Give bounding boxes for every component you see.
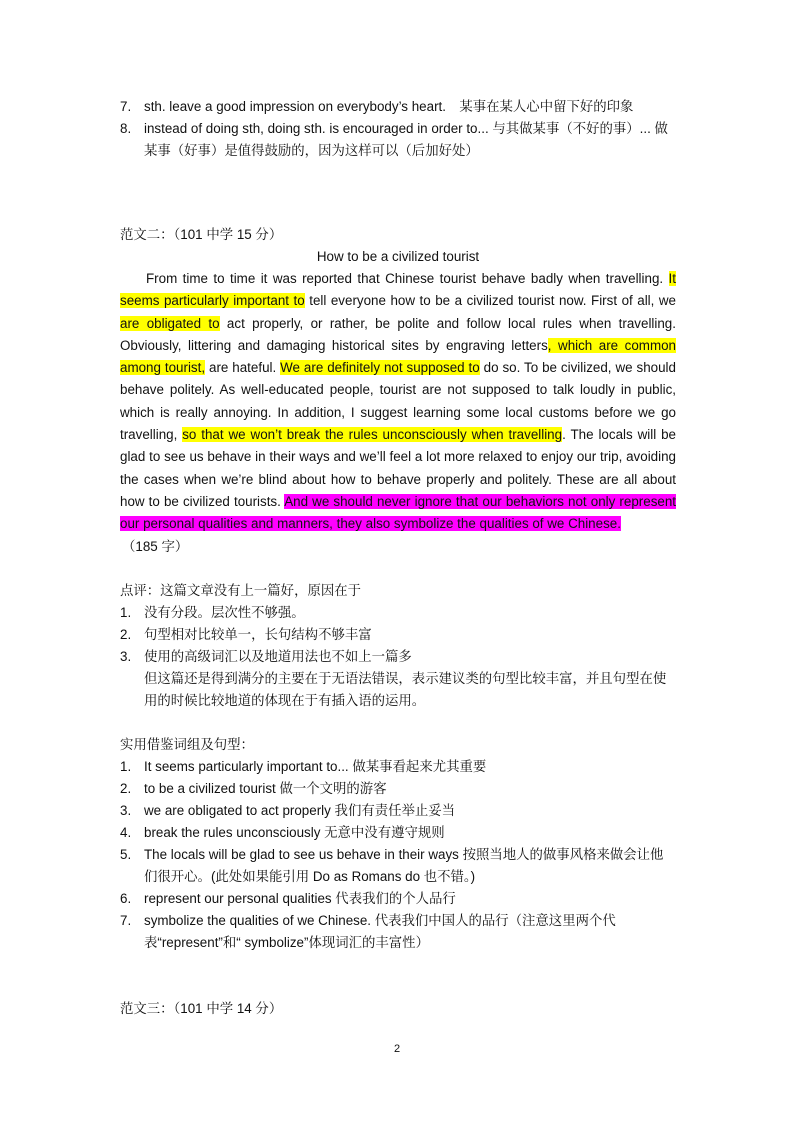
list-item-text: The locals will be glad to see us behave in their ways 按照当地人的做事风格来做会让他们很开心。(此处如果能引用 Do as Romans do 也不错。) (144, 846, 664, 884)
list-item-number: 2. (120, 626, 132, 642)
essay-highlight: , which are common among tourist, (120, 337, 676, 376)
essay-highlight: are obligated to (120, 315, 220, 331)
essay-segment: . The locals will be glad to see us behave in their ways and we’ll feel a lot more relaxed to enjoy our trip, avoiding the cases when we’re blind about how to behave properly and politely. These are all about how to be civilized tourists. (120, 427, 676, 509)
list-item-text: represent our personal qualities 代表我们的个人品行 (144, 890, 456, 906)
list-item-number: 3. (120, 802, 132, 818)
list-item-text: 使用的高级词汇以及地道用法也不如上一篇多 (144, 648, 412, 664)
comment-heading: 点评：这篇文章没有上一篇好，原因在于 (120, 582, 362, 598)
list-item (120, 800, 676, 822)
list-item-number: 2. (120, 780, 132, 796)
list-item (120, 756, 676, 778)
section3-heading: 范文三：（101 中学 14 分） (120, 1000, 283, 1016)
essay-highlight: so that we won’t break the rules unconsciously when travelling (182, 427, 563, 443)
top-list (120, 96, 676, 162)
page-content (120, 96, 676, 1020)
essay-highlight-magenta: And we should never ignore that our behaviors not only represent our personal qualities and manners, they also symbolize the qualities of we Chinese. (120, 493, 677, 532)
list-item-text: we are obligated to act properly 我们有责任举止妥当 (144, 802, 456, 818)
comment-list (120, 602, 676, 668)
list-item-number: 4. (120, 824, 132, 840)
word-count: （185 字） (122, 538, 189, 554)
phrases-list (120, 756, 676, 954)
list-item (120, 624, 676, 646)
list-item-number: 1. (120, 758, 132, 774)
list-item (120, 118, 676, 162)
essay-segment: tell everyone how to be a civilized tourist now. First of all, we (304, 293, 676, 309)
list-item-number: 8. (120, 121, 132, 136)
essay-highlight: It seems particularly important to (120, 271, 676, 309)
list-item (120, 910, 676, 954)
list-item (120, 96, 676, 118)
list-item (120, 888, 676, 910)
comment-paragraph: 但这篇还是得到满分的主要在于无语法错误，表示建议类的句型比较丰富，并且句型在使用的时候比较地道的体现在于有插入语的运用。 (144, 670, 667, 708)
list-item (120, 646, 676, 668)
essay-body (120, 268, 676, 536)
list-item-number: 7. (120, 99, 132, 114)
list-item-text: 没有分段。层次性不够强。 (144, 604, 305, 620)
list-item-text: 句型相对比较单一，长句结构不够丰富 (144, 626, 372, 642)
list-item (120, 602, 676, 624)
list-item-number: 6. (120, 890, 132, 906)
list-item-number: 5. (120, 846, 132, 862)
list-item (120, 822, 676, 844)
list-item-number: 3. (120, 648, 132, 664)
phrases-heading: 实用借鉴词组及句型： (120, 736, 254, 752)
essay-title: How to be a civilized tourist (316, 249, 480, 264)
list-item-text: It seems particularly important to... 做某事看起来尤其重要 (144, 758, 487, 774)
section2-heading: 范文二：（101 中学 15 分） (120, 227, 283, 242)
list-item-text: break the rules unconsciously 无意中没有遵守规则 (144, 824, 445, 840)
essay-segment: are hateful. (205, 360, 281, 376)
list-item-number: 1. (120, 604, 132, 620)
essay-segment: act properly, or rather, be polite and follow local rules when travelling. Obviously, littering and damaging historical sites by engraving letters (120, 315, 676, 353)
list-item-text: instead of doing sth, doing sth. is encouraged in order to... 与其做某事（不好的事）... 做某事（好事）是值得鼓励的，因为这样可以（后加好处） (144, 121, 668, 158)
essay-segment: do so. To be civilized, we should behave politely. As well-educated people, tourist are not supposed to talk loudly in public, which is really annoying. In addition, I suggest learning some local customs before we go travelling, (120, 360, 676, 443)
list-item-text: symbolize the qualities of we Chinese. 代表我们中国人的品行（注意这里两个代表“represent”和“ symbolize”体现词汇的丰富性） (144, 912, 616, 950)
essay-segment: From time to time it was reported that Chinese tourist behave badly when travelling. (146, 271, 669, 286)
list-item (120, 778, 676, 800)
list-item-text: to be a civilized tourist 做一个文明的游客 (144, 780, 387, 796)
list-item-number: 7. (120, 912, 132, 928)
list-item-text: sth. leave a good impression on everybody’s heart. 某事在某人心中留下好的印象 (144, 99, 634, 114)
list-item (120, 844, 676, 888)
essay-highlight: We are definitely not supposed to (280, 360, 480, 376)
page-number: 2 (393, 1043, 401, 1055)
